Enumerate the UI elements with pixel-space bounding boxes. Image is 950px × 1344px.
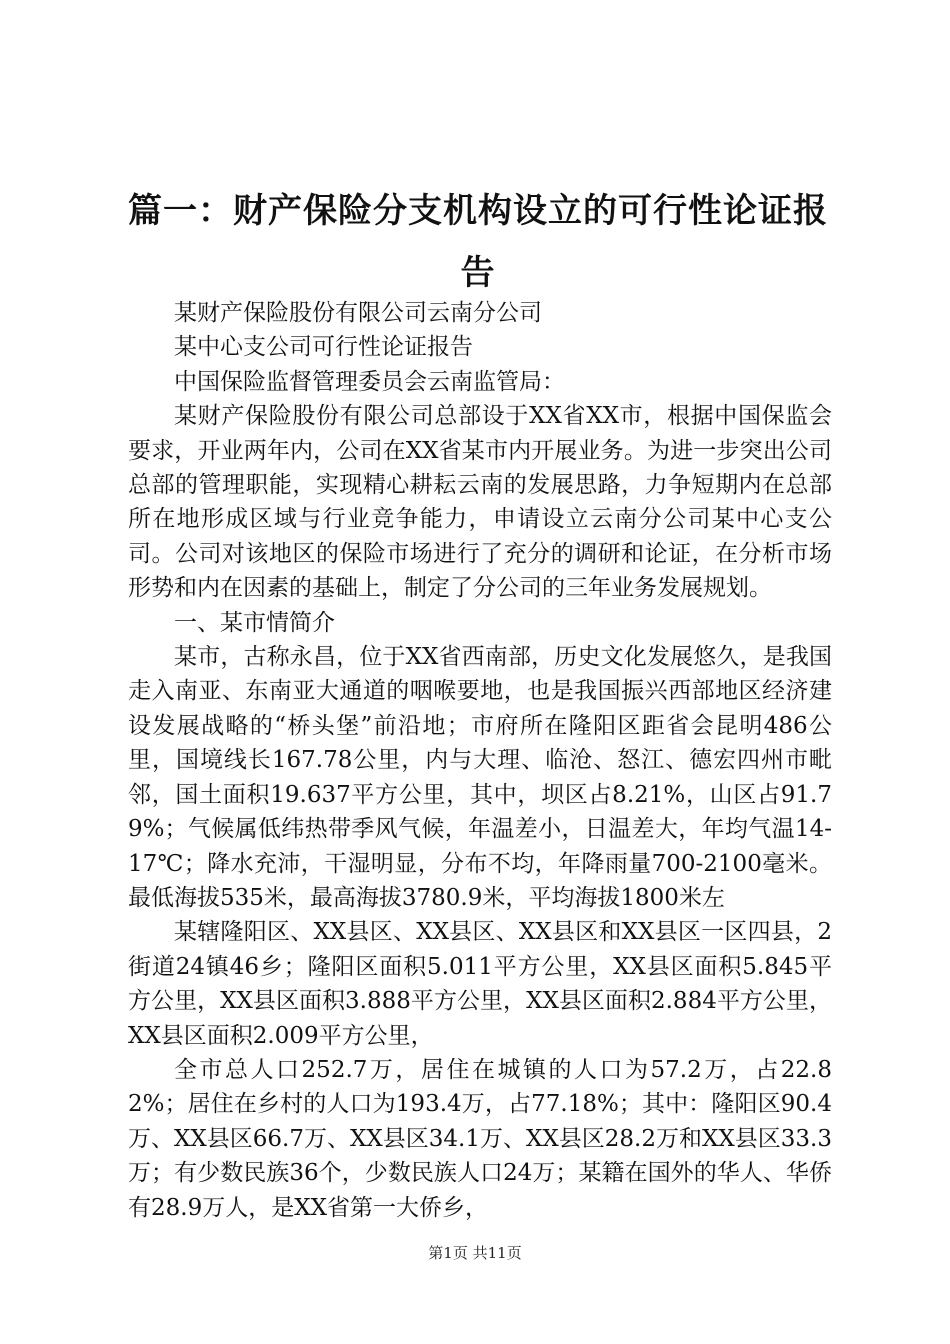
paragraph-introduction: 某财产保险股份有限公司总部设于XX省XX市，根据中国保监会要求，开业两年内，公司在XX省某市内开展业务。为进一步突出公司总部的管理职能，实现精心耕耘云南的发展思路，力争短期内在总部所在地形成区域与行业竞争能力，申请设立云南分公司某中心支公司。公司对该地区的保险市场进行了充分的调研和论证，在分析市场形势和内在因素的基础上，制定了分公司的三年业务发展规划。 xyxy=(128,403,832,602)
paragraph-company-name: 某财产保险股份有限公司云南分公司 xyxy=(174,300,542,326)
paragraph-city-geography: 某市，古称永昌，位于XX省西南部，历史文化发展悠久，是我国走入南亚、东南亚大通道的咽喉要地，也是我国振兴西部地区经济建设发展战略的“桥头堡”前沿地；市府所在隆阳区距省会昆明486公里，国境线长167.78公里，内与大理、临沧、怒江、德宏四州市毗邻，国土面积19.637平方公里，其中，坝区占8.21%，山区占91.79%；气候属低纬热带季风气候，年温差小，日温差大，年均气温14-17℃；降水充沛，干湿明显，分布不均，年降雨量700-2100毫米。最低海拔535米，最高海拔3780.9米，平均海拔1800米左 xyxy=(128,644,832,911)
page-number-footer: 第1页 共11页 xyxy=(428,1244,522,1262)
document-body xyxy=(128,296,832,1225)
paragraph-population: 全市总人口252.7万，居住在城镇的人口为57.2万，占22.82%；居住在乡村的人口为193.4万，占77.18%；其中：隆阳区90.4万、XX县区66.7万、XX县区34.1万、XX县区28.2万和XX县区33.3万；有少数民族36个，少数民族人口24万；某籍在国外的华人、华侨有28.9万人，是XX省第一大侨乡， xyxy=(128,1056,832,1221)
document-title: 篇一：财产保险分支机构设立的可行性论证报告 xyxy=(128,191,828,293)
paragraph-addressee: 中国保险监督管理委员会云南监管局： xyxy=(174,368,565,395)
paragraph-report-name: 某中心支公司可行性论证报告 xyxy=(174,334,473,361)
paragraph-administrative-divisions: 某辖隆阳区、XX县区、XX县区、XX县区和XX县区一区四县，2街道24镇46乡；隆阳区面积5.011平方公里，XX县区面积5.845平方公里，XX县区面积3.888平方公里，XX县区面积2.884平方公里，XX县区面积2.009平方公里， xyxy=(128,919,832,1049)
section-heading-city-overview: 一、某市情简介 xyxy=(174,609,335,636)
